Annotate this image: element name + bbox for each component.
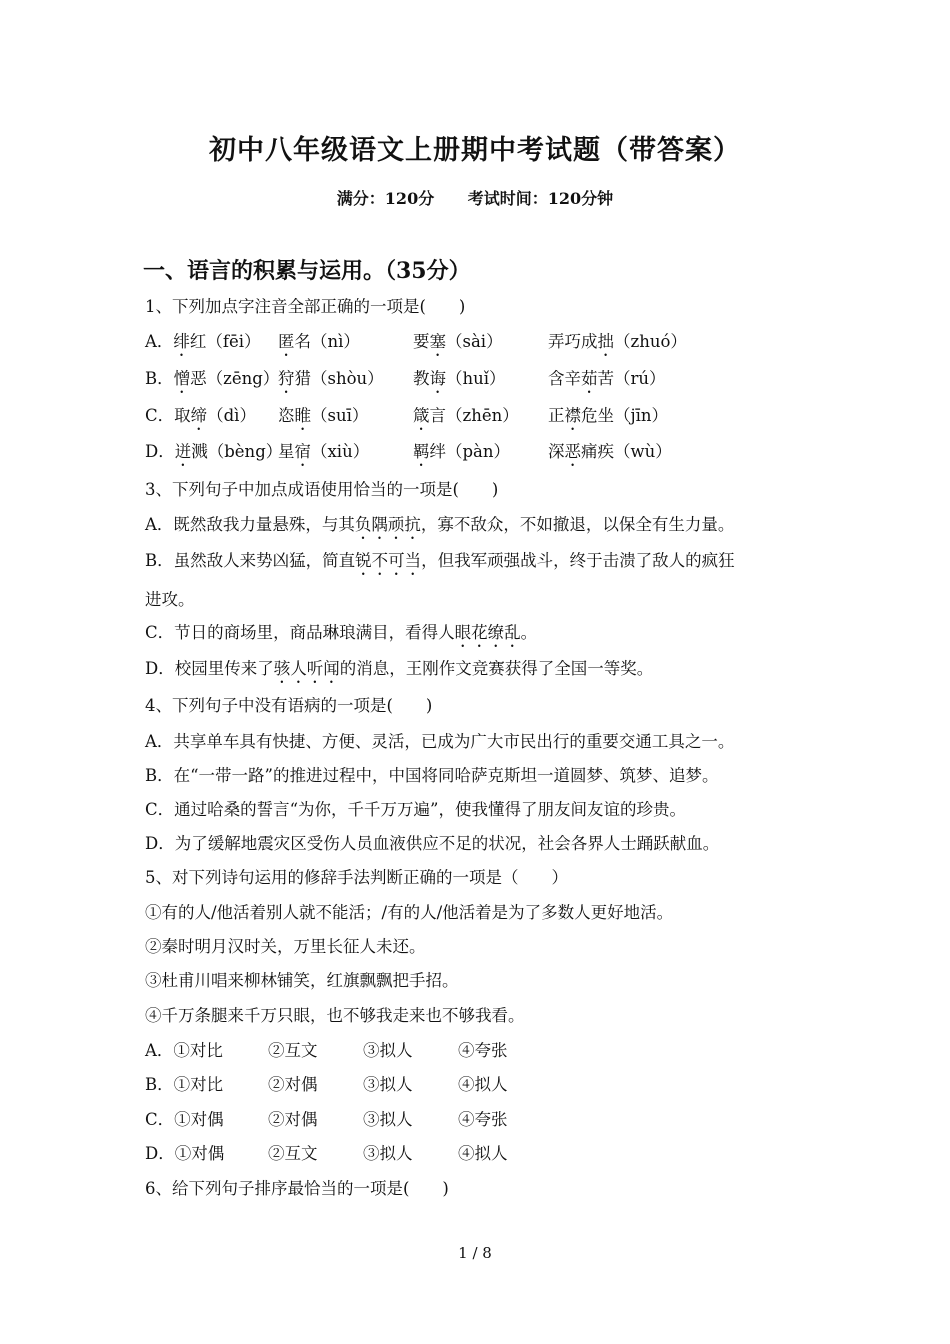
question-4-stem: 4、下列句子中没有语病的一项是( ) [145, 696, 433, 715]
rhetoric-choice: ④拟人 [458, 1075, 508, 1094]
option-prefix: A． [145, 332, 174, 351]
dotted-character: 恶 [564, 442, 581, 461]
option-suffix: 苦（rú） [597, 369, 666, 388]
rhetoric-choice: C．①对偶 [145, 1110, 224, 1129]
section-heading: 一、语言的积累与运用。（35分） [143, 258, 471, 284]
option-suffix: 溅（bèng） [191, 442, 283, 461]
dotted-character: 羁 [413, 442, 430, 461]
option-prefix: B． [145, 369, 174, 388]
rhetoric-choice: ②互文 [268, 1041, 318, 1060]
rhetoric-choice: ③拟人 [363, 1144, 413, 1163]
dotted-character: 睢 [294, 406, 311, 425]
dotted-character: 茹 [581, 369, 598, 388]
option-suffix: 言（zhēn） [429, 406, 519, 425]
dotted-idiom: 骇人听闻 [273, 659, 340, 678]
exam-time: 考试时间：120分钟 [467, 189, 614, 208]
dotted-character: 憎 [173, 369, 191, 388]
pinyin-option [413, 441, 510, 470]
question-3-option-b: B．虽然敌人来势凶猛，简直锐不可当，但我军顽强战斗，终于击溃了敌人的疯狂 [145, 551, 735, 570]
pinyin-option [413, 331, 503, 360]
pinyin-option [145, 331, 261, 360]
rhetoric-choice: ②互文 [268, 1144, 318, 1163]
page-number: 1 / 8 [458, 1244, 492, 1262]
pinyin-option [278, 368, 384, 397]
question-3-option-d: D．校园里传来了骇人听闻的消息，王刚作文竞赛获得了全国一等奖。 [145, 659, 654, 678]
question-6-stem: 6、给下列句子排序最恰当的一项是( ) [145, 1179, 449, 1198]
question-4-option-a: A．共享单车具有快捷、方便、灵活，已成为广大市民出行的重要交通工具之一。 [145, 732, 735, 751]
pinyin-option [548, 405, 668, 434]
question-5-stem: 5、对下列诗句运用的修辞手法判断正确的一项是（ ） [145, 868, 568, 887]
option-prefix: 恣 [278, 406, 295, 425]
dotted-character: 诲 [429, 369, 446, 388]
pinyin-option [145, 405, 256, 434]
exam-info [0, 186, 950, 209]
rhetoric-choice: B．①对比 [145, 1075, 224, 1094]
question-5-sentence-3: ③杜甫川唱来柳林铺笑，红旗飘飘把手招。 [145, 971, 459, 990]
option-prefix: 弄巧成 [548, 332, 598, 351]
option-prefix: C．取 [145, 406, 191, 425]
pinyin-option [413, 405, 519, 434]
dotted-character: 拙 [597, 332, 614, 351]
option-suffix: （zhuó） [614, 332, 687, 351]
rhetoric-choice: ②对偶 [268, 1110, 318, 1129]
pinyin-option [548, 368, 666, 397]
option-prefix: 教 [413, 369, 430, 388]
dotted-character: 迸 [174, 442, 192, 461]
rhetoric-choice: D．①对偶 [145, 1144, 225, 1163]
pinyin-option [548, 441, 672, 470]
option-suffix: 猎（shòu） [294, 369, 384, 388]
question-4-option-d: D．为了缓解地震灾区受伤人员血液供应不足的状况，社会各界人士踊跃献血。 [145, 834, 720, 853]
rhetoric-choice: ④夸张 [458, 1110, 508, 1129]
full-score: 满分：120分 [336, 189, 435, 208]
question-4-option-c: C．通过哈桑的誓言“为你，千千万万遍”，使我懂得了朋友间友谊的珍贵。 [145, 800, 686, 819]
option-prefix: 含辛 [548, 369, 581, 388]
dotted-idiom: 眼花缭乱 [454, 623, 521, 642]
question-5-sentence-4: ④千万条腿来千万只眼，也不够我走来也不够我看。 [145, 1006, 525, 1025]
dotted-character: 襟 [564, 406, 581, 425]
option-suffix: （suī） [311, 406, 369, 425]
option-suffix: 名（nì） [294, 332, 360, 351]
option-suffix: （huǐ） [446, 369, 506, 388]
option-suffix: （xiù） [311, 442, 370, 461]
dotted-idiom: 锐不可当 [355, 551, 422, 570]
question-5-sentence-2: ②秦时明月汉时关，万里长征人未还。 [145, 937, 426, 956]
dotted-character: 狩 [278, 369, 295, 388]
rhetoric-choice: A．①对比 [145, 1041, 223, 1060]
pinyin-option [145, 441, 282, 470]
pinyin-option [278, 441, 369, 470]
dotted-character: 缔 [190, 406, 208, 425]
pinyin-option [413, 368, 506, 397]
question-3-stem: 3、下列句子中加点成语使用恰当的一项是( ) [145, 480, 499, 499]
option-prefix: 要 [413, 332, 430, 351]
question-3-option-b-cont: 进攻。 [145, 590, 195, 609]
rhetoric-choice: ③拟人 [363, 1110, 413, 1129]
option-suffix: （dì） [207, 406, 256, 425]
dotted-character: 塞 [429, 332, 446, 351]
dotted-character: 宿 [294, 442, 311, 461]
question-4-option-b: B．在“一带一路”的推进过程中，中国将同哈萨克斯坦一道圆梦、筑梦、追梦。 [145, 766, 719, 785]
question-5-sentence-1: ①有的人/他活着别人就不能活；/有的人/他活着是为了多数人更好地活。 [145, 903, 674, 922]
dotted-idiom: 负隅顽抗 [354, 515, 421, 534]
option-prefix: 正 [548, 406, 565, 425]
rhetoric-choice: ③拟人 [363, 1041, 413, 1060]
pinyin-option [548, 331, 687, 360]
option-suffix: 痛疾（wù） [581, 442, 672, 461]
pinyin-option [145, 368, 279, 397]
option-suffix: 危坐（jīn） [581, 406, 669, 425]
question-1-stem: 1、下列加点字注音全部正确的一项是( ) [145, 297, 466, 316]
option-prefix: 星 [278, 442, 295, 461]
pinyin-option [278, 331, 360, 360]
pinyin-option [278, 405, 368, 434]
dotted-character: 绯 [173, 332, 190, 351]
rhetoric-choice: ③拟人 [363, 1075, 413, 1094]
rhetoric-choice: ④夸张 [458, 1041, 508, 1060]
dotted-character: 箴 [413, 406, 430, 425]
question-3-option-a: A．既然敌我力量悬殊，与其负隅顽抗，寡不敌众，不如撤退，以保全有生力量。 [145, 515, 735, 534]
page-title: 初中八年级语文上册期中考试题（带答案） [209, 135, 741, 166]
question-3-option-c: C．节日的商场里，商品琳琅满目，看得人眼花缭乱。 [145, 623, 538, 642]
rhetoric-choice: ②对偶 [268, 1075, 318, 1094]
option-suffix: 红（fēi） [189, 332, 261, 351]
option-prefix: D． [145, 442, 175, 461]
dotted-character: 匿 [278, 332, 295, 351]
option-suffix: 绊（pàn） [429, 442, 511, 461]
option-suffix: （sài） [446, 332, 503, 351]
rhetoric-choice: ④拟人 [458, 1144, 508, 1163]
option-suffix: 恶（zēng） [190, 369, 280, 388]
option-prefix: 深 [548, 442, 565, 461]
